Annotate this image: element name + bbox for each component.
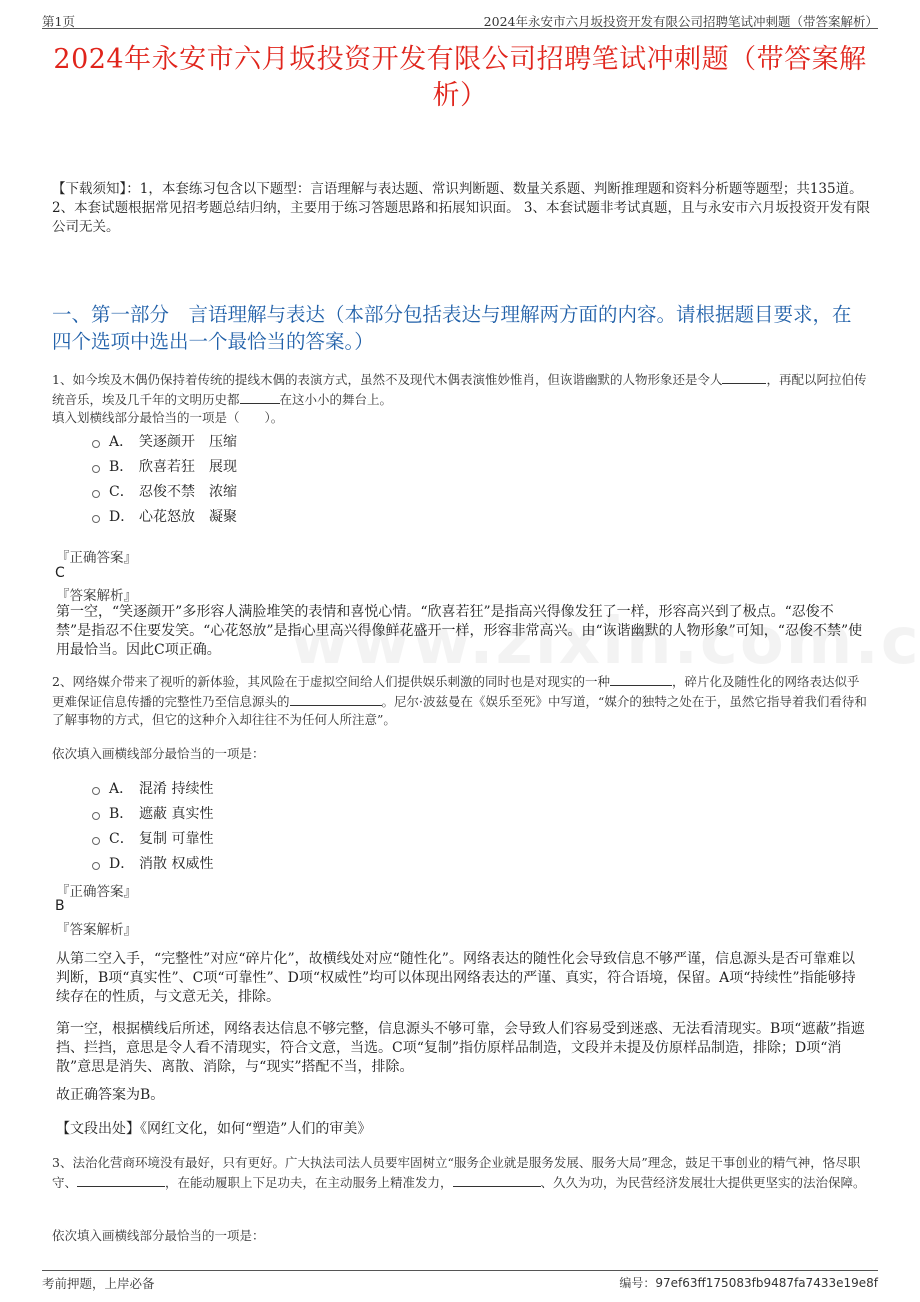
option-a[interactable]: A． 笑逐颜开 压缩 (92, 428, 237, 453)
question-2-prompt: 依次填入画横线部分最恰当的一项是： (52, 746, 265, 761)
answer-blank (610, 672, 672, 686)
correct-answer: B (55, 898, 65, 914)
option-d[interactable]: D． 消散 权威性 (92, 850, 213, 875)
footer-slogan: 考前押题，上岸必备 (42, 1276, 155, 1291)
section-heading: 一、第一部分 言语理解与表达（本部分包括表达与理解两方面的内容。请根据题目要求，在四个选项中选出一个最恰当的答案。） (52, 303, 852, 353)
conclusion-text: 故正确答案为B。 (56, 1087, 165, 1103)
radio-icon[interactable] (92, 787, 100, 795)
analysis-text: 从第二空入手，“完整性”对应“碎片化”，故横线处对应“随性化”。网络表达的随性化会导致信息不够严谨，信息源头是否可靠难以判断，B项“真实性”、C项“可靠性”、D项“权威性”均可以体现出网络表达的严谨、真实，符合语境，保留。A项“持续性”指能够持续存在的性质，与文意无关，排除。 (56, 951, 856, 1005)
document-title: 2024年永安市六月坂投资开发有限公司招聘笔试冲刺题（带答案解析） (53, 44, 867, 111)
answer-blank (77, 1173, 165, 1187)
question-1-options (92, 428, 237, 528)
radio-icon[interactable] (92, 465, 100, 473)
question-3-stem: 3、法治化营商环境没有最好，只有更好。广大执法司法人员要牢固树立“服务企业就是服务发展、服务大局”理念，鼓足干事创业的精气神，恪尽职守、 ，在能动履职上下足功夫，在主动服务上精准发力， 、久久为功，为民营经济发展壮大提供更坚实的法治保障。 (52, 1155, 866, 1190)
option-a[interactable]: A． 混淆 持续性 (92, 775, 213, 800)
question-3-prompt: 依次填入画横线部分最恰当的一项是： (52, 1228, 265, 1243)
option-d[interactable]: D． 心花怒放 凝聚 (92, 503, 237, 528)
answer-label: 『正确答案』 (56, 884, 137, 900)
radio-icon[interactable] (92, 812, 100, 820)
source-text: 【文段出处】《网红文化，如何“塑造”人们的审美》 (56, 1121, 372, 1137)
correct-answer: C (55, 565, 65, 581)
page-header (42, 10, 878, 29)
radio-icon[interactable] (92, 490, 100, 498)
question-2-stem: 2、网络媒介带来了视听的新体验，其风险在于虚拟空间给人们提供娱乐刺激的同时也是对现实的一种 ，碎片化及随性化的网络表达似乎更难保证信息传播的完整性乃至信息源头的 。尼尔·波兹曼在《娱乐至死》中写道，“媒介的独特之处在于，虽然它指导着我们看待和了解事物的方式，但它的这种介入却往往不为任何人所注意”。 (52, 674, 867, 727)
download-notice: 【下载须知】：1，本套练习包含以下题型：言语理解与表达题、常识判断题、数量关系题、判断推理题和资料分析题等题型；共135道。 2、本套试题根据常见招考题总结归纳，主要用于练习答题思路和拓展知识面。 3、本套试题非考试真题，且与永安市六月坂投资开发有限公司无关。 (52, 181, 870, 235)
option-b[interactable]: B． 遮蔽 真实性 (92, 800, 213, 825)
answer-blank (453, 1173, 541, 1187)
answer-label: 『正确答案』 (56, 550, 137, 566)
question-2-options (92, 775, 213, 875)
answer-blank (290, 692, 382, 706)
option-c[interactable]: C． 复制 可靠性 (92, 825, 213, 850)
radio-icon[interactable] (92, 837, 100, 845)
analysis-label: 『答案解析』 (56, 588, 137, 604)
question-1-prompt: 填入划横线部分最恰当的一项是（ ）。 (52, 410, 284, 425)
page-number: 第1页 (42, 14, 75, 29)
answer-blank (240, 390, 280, 404)
radio-icon[interactable] (92, 862, 100, 870)
answer-blank (722, 370, 766, 384)
radio-icon[interactable] (92, 515, 100, 523)
page-footer (42, 1270, 878, 1293)
radio-icon[interactable] (92, 440, 100, 448)
question-1-stem: 1、如今埃及木偶仍保持着传统的提线木偶的表演方式，虽然不及现代木偶表演惟妙惟肖，但诙谐幽默的人物形象还是令人 ，再配以阿拉伯传统音乐，埃及几千年的文明历史都 在这小小的舞台上。 (52, 372, 867, 407)
analysis-label: 『答案解析』 (56, 922, 137, 938)
document-code: 编号：97ef63ff175083fb9487fa7433e19e8f (619, 1276, 878, 1290)
option-c[interactable]: C． 忍俊不禁 浓缩 (92, 478, 237, 503)
analysis-text: 第一空，“笑逐颜开”多形容人满脸堆笑的表情和喜悦心情。“欣喜若狂”是指高兴得像发狂了一样，形容高兴到了极点。“忍俊不禁”是指忍不住要发笑。“心花怒放”是指心里高兴得像鲜花盛开一样，形容非常高兴。由“诙谐幽默的人物形象”可知，“忍俊不禁”使用最恰当。因此C项正确。 (56, 604, 863, 658)
option-b[interactable]: B． 欣喜若狂 展现 (92, 453, 237, 478)
analysis-text: 第一空，根据横线后所述，网络表达信息不够完整，信息源头不够可靠，会导致人们容易受到迷惑、无法看清现实。B项“遮蔽”指遮挡、拦挡，意思是令人看不清现实，符合文意，当选。C项“复制”指仿原样品制造，文段并未提及仿原样品制造，排除；D项“消散”意思是消失、离散、消除，与“现实”搭配不当，排除。 (56, 1021, 865, 1075)
header-doc-title: 2024年永安市六月坂投资开发有限公司招聘笔试冲刺题（带答案解析） (483, 14, 878, 29)
